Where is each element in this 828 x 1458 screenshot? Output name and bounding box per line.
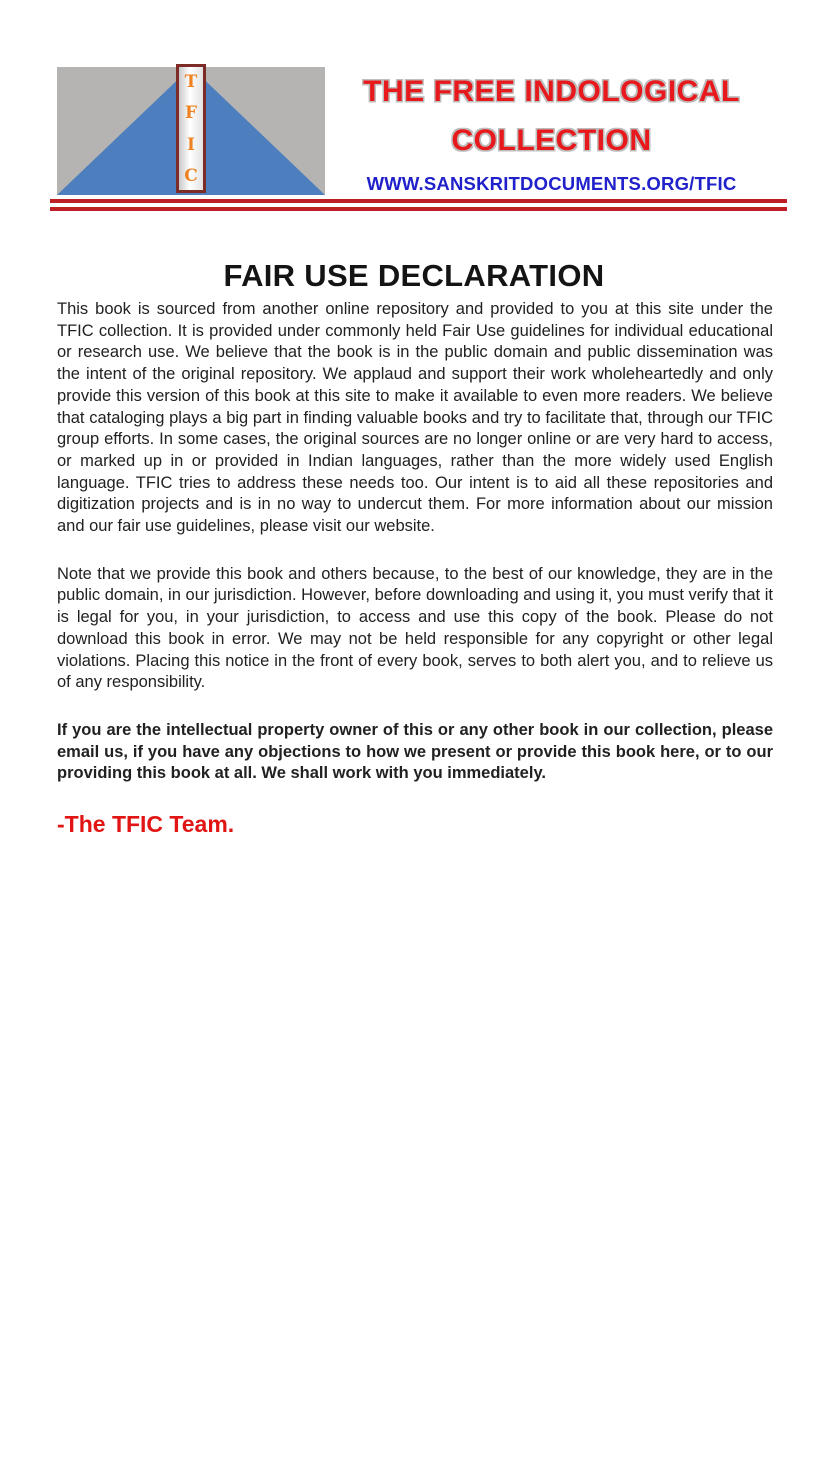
- tfic-header: [57, 67, 778, 195]
- logo-letter-c: C: [184, 165, 198, 186]
- declaration-body: [57, 299, 773, 838]
- logo-letter-f: F: [184, 103, 198, 124]
- org-title-line1: THE FREE INDOLOGICAL: [363, 75, 740, 108]
- signature-tfic-team: -The TFIC Team.: [57, 811, 235, 838]
- tfic-logo-column: [176, 64, 206, 193]
- paragraph-jurisdiction: Note that we provide this book and others because, to the best of our knowledge, they are in the public domain, in our jurisdiction. However, before downloading and using it, you must verify that it is legal for you, in your jurisdiction, to access and use this copy of the book. Please do not download this book in error. We may not be held responsible for any copyright or other legal violations. Placing this notice in the front of every book, serves to both alert you, and to relieve us of any responsibility.: [57, 564, 773, 692]
- logo-letter-i: I: [187, 134, 195, 155]
- tfic-logo: [57, 67, 325, 195]
- org-title-line2: COLLECTION: [451, 124, 652, 157]
- paragraph-ip-owner-notice: If you are the intellectual property owner of this or any other book in our collection, please email us, if you have any objections to how we present or provide this book here, or to our providing this book at all. We shall work with you immediately.: [57, 720, 773, 783]
- page-title: FAIR USE DECLARATION: [223, 257, 605, 293]
- logo-letter-t: T: [184, 72, 198, 92]
- paragraph-fair-use: This book is sourced from another online repository and provided to you at this site under the TFIC collection. It is provided under commonly held Fair Use guidelines for individual educational or research use. We believe that the book is in the public domain and public dissemination was the intent of the original repository. We applaud and support their work wholeheartedly and only provide this version of this book at this site to make it available to even more readers. We believe that cataloging plays a big part in finding valuable books and try to facilitate that, through our TFIC group efforts. In some cases, the original sources are no longer online or are very hard to access, or marked up in or provided in Indian languages, rather than the more widely used English language. TFIC tries to address these needs too. Our intent is to aid all these repositories and digitization projects and is in no way to undercut them. For more information about our mission and our fair use guidelines, please visit our website.: [57, 300, 773, 536]
- header-text-block: [325, 67, 778, 195]
- org-website-url: WWW.SANSKRITDOCUMENTS.ORG/TFIC: [366, 173, 737, 194]
- header-divider-rule: [50, 199, 787, 211]
